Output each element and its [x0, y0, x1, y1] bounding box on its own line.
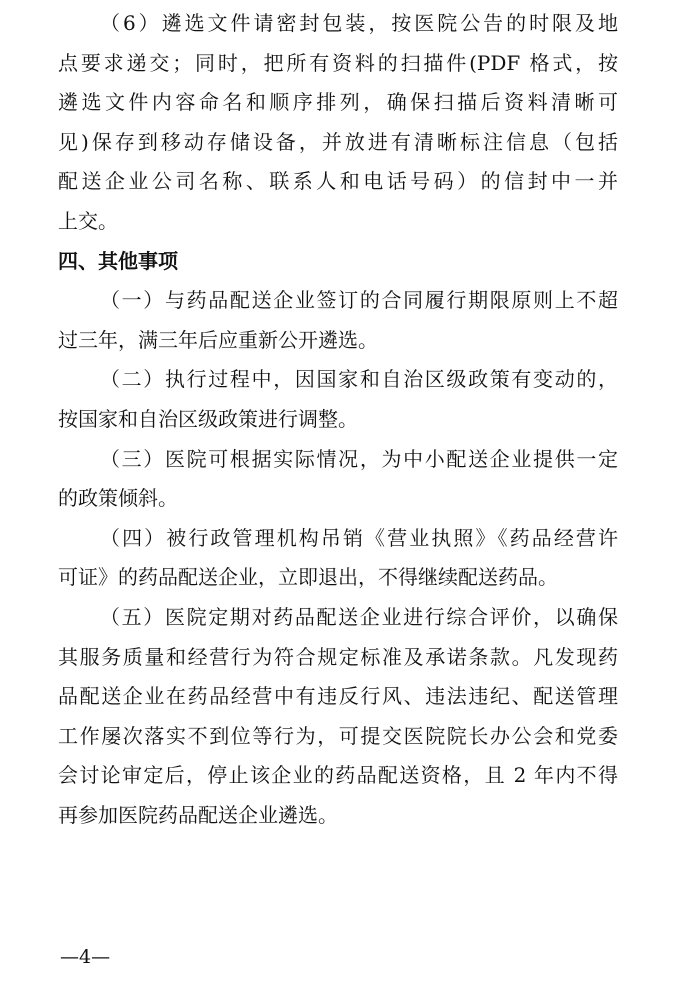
paragraph-line: 按国家和自治区级政策进行调整。 — [58, 406, 358, 431]
paragraph-line: 工作屡次落实不到位等行为，可提交医院院长办公会和党委 — [58, 723, 618, 748]
document-body — [58, 4, 618, 835]
paragraph-line: （二）执行过程中，因国家和自治区级政策有变动的， — [100, 367, 618, 392]
paragraph-line: 可证》的药品配送企业，立即退出，不得继续配送药品。 — [58, 565, 558, 590]
paragraph-line: 上交。 — [58, 208, 118, 233]
paragraph-line: 配送企业公司名称、联系人和电话号码）的信封中一并 — [58, 169, 618, 194]
paragraph-line: 的政策倾斜。 — [58, 486, 178, 511]
paragraph-line: 其服务质量和经营行为符合规定标准及承诺条款。凡发现药 — [58, 644, 618, 669]
paragraph-line: （6）遴选文件请密封包装，按医院公告的时限及地 — [100, 11, 618, 35]
paragraph-line: 遴选文件内容命名和顺序排列，确保扫描后资料清晰可 — [58, 90, 618, 115]
section-heading: 四、其他事项 — [58, 248, 178, 273]
paragraph-line: （三）医院可根据实际情况，为中小配送企业提供一定 — [100, 446, 618, 471]
paragraph-line: 过三年，满三年后应重新公开遴选。 — [58, 327, 378, 352]
paragraph-line: （一）与药品配送企业签订的合同履行期限原则上不超 — [100, 288, 618, 313]
paragraph-line: 再参加医院药品配送企业遴选。 — [58, 802, 338, 827]
paragraph-line: 会讨论审定后，停止该企业的药品配送资格，且 2 年内不得 — [58, 763, 618, 788]
paragraph-line: （五）医院定期对药品配送企业进行综合评价，以确保 — [100, 604, 618, 629]
paragraph-line: 见)保存到移动存储设备，并放进有清晰标注信息（包括 — [58, 129, 618, 154]
page-number: —4— — [60, 946, 111, 968]
paragraph-line: （四）被行政管理机构吊销《营业执照》《药品经营许 — [100, 525, 618, 550]
paragraph-line: 品配送企业在药品经营中有违反行风、违法违纪、配送管理 — [58, 684, 618, 709]
paragraph-line: 点要求递交；同时，把所有资料的扫描件(PDF 格式，按 — [58, 50, 618, 75]
